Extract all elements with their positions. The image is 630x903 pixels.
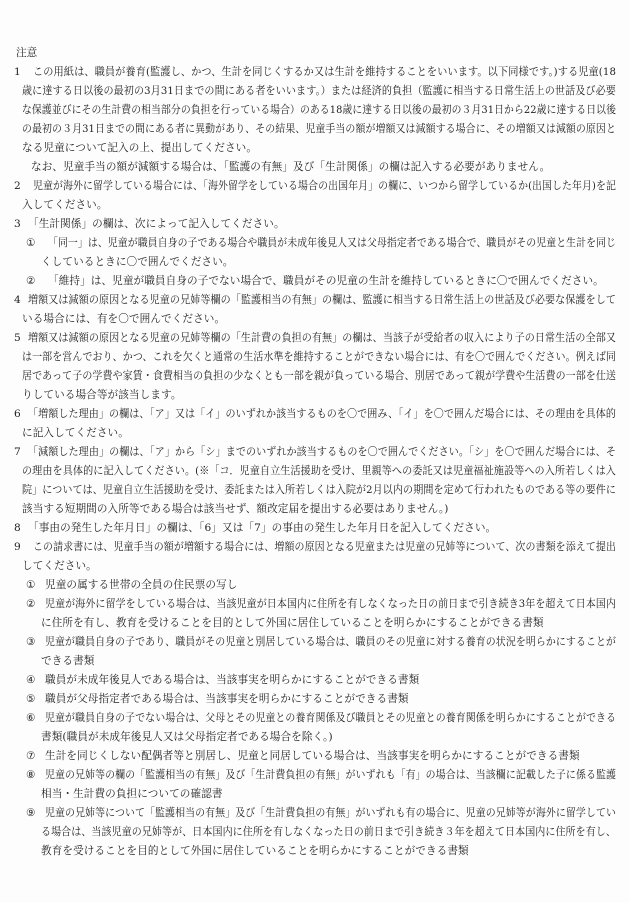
sub-item-number: ①: [26, 579, 36, 591]
sub-item-text-line: 書類(職員が未成年後見人又は父母指定者である場合を除く。): [41, 731, 333, 743]
item-text-line: な保護並びにその生計費の相当部分の負担を行っている場合）のある18歳に達する日以後の最初の３月31日から22歳に達する日以後: [22, 104, 617, 116]
item-text-line: してください。: [22, 560, 97, 572]
sub-item-text-line: 職員が未成年後見人である場合は、当該事実を明らかにすることができる書類: [45, 674, 420, 686]
sub-item-number: ⑦: [26, 750, 36, 762]
item-number: 4: [14, 294, 21, 306]
item-number: 3: [14, 218, 21, 230]
sub-item-text-line: 「同一」は、児童が職員自身の子である場合や職員が未成年後見人又は父母指定者である場合で、職員がその児童と生計を同じ: [48, 237, 617, 249]
sub-item-number: ⑤: [26, 693, 36, 705]
sub-item-text-line: 児童が海外に留学をしている場合は、当該児童が日本国内に住所を有しなくなった日の前日まで引き続き3年を超えて日本国内: [45, 598, 616, 610]
item-text-line: いる場合には、有を〇で囲んでください。: [22, 313, 226, 325]
sub-item-text-line: 相当・生計費の負担についての確認書: [41, 788, 223, 800]
item-text-line: は一部を営んでおり、かつ、これを欠くと通常の生活水準を維持することができない場合には、有を〇で囲んでください。例えば同: [22, 351, 617, 363]
sub-item-text-line: る場合は、当該児童の兄姉等が、日本国内に住所を有しなくなった日の前日まで引き続き３年を超えて日本国内に住所を有し、: [41, 826, 616, 838]
item-text-line: りしている場合等が該当します。: [22, 389, 182, 401]
item-text-line: に記入してください。: [22, 427, 129, 439]
sub-item-text-line: 児童の兄姉等の欄の「監護相当の有無」及び「生計費負担の有無」がいずれも「有」の場合は、当該欄に記載した子に係る監護: [45, 769, 617, 781]
item-number: 7: [14, 446, 21, 458]
item-text-line: なお、児童手当の額が減額する場合は、「監護の有無」及び「生計関係」の欄は記入する必要がありません。: [31, 161, 551, 173]
item-text-line: の最初の３月31日までの間にある者に異動があり、その結果、児童手当の額が増額又は減額する場合に、その増額又は減額の原因と: [22, 123, 616, 135]
sub-item-text-line: に住所を有し、教育を受けることを目的として外国に居住していることを明らかにすることができる書類: [41, 617, 544, 629]
item-number: 5: [14, 332, 21, 344]
item-number: 6: [14, 408, 21, 420]
sub-item-number: ③: [26, 636, 36, 648]
sub-item-text-line: 児童の属する世帯の全員の住民票の写し: [45, 579, 238, 591]
item-text-line: 「増額した理由」の欄は、「ア」又は「イ」のいずれか該当するものを〇で囲み、「イ」を〇で囲んだ場合には、その理由を具体的: [28, 408, 616, 420]
sub-item-text-line: 生計を同じくしない配偶者等と別居し、児童と同居している場合は、当該事実を明らかにすることができる書類: [45, 750, 580, 762]
item-text-line: この用紙は、職員が養育(監護し、かつ、生計を同じくするか又は生計を維持することをいいます。以下同様です。)する児童(18: [33, 66, 617, 78]
item-text-line: 居であって子の学費や家賃・食費相当の負担の少なくとも一部を親が負っている場合、別居であって親が学費や生活費の一部を仕送: [22, 370, 617, 382]
sub-item-number: ②: [26, 275, 36, 287]
item-number: 2: [14, 180, 21, 192]
item-text-line: 児童が海外に留学している場合には、「海外留学をしている場合の出国年月」の欄に、いつから留学しているか(出国した年月)を記: [33, 180, 617, 192]
item-text-line: 「事由の発生した年月日」の欄は、「6」又は「7」の事由の発生した年月日を記入してください。: [28, 522, 497, 534]
sub-item-text-line: 児童が職員自身の子であり、職員がその児童と別居している場合は、職員のその児童に対する養育の状況を明らかにすることが: [45, 636, 617, 648]
item-text-line: 歳に達する日以後の最初の3月31日までの間にある者をいいます。）または経済的負担（監護に相当する日常生活上の世話及び必要: [22, 85, 616, 97]
item-number: 1: [14, 66, 21, 78]
sub-item-text-line: 教育を受けることを目的として外国に居住していることを明らかにすることができる書類: [41, 845, 469, 857]
item-text-line: 増額又は減額の原因となる児童の兄姉等欄の「生計費の負担の有無」の欄は、当該子が受給者の収入により子の日常生活の全部又: [28, 332, 616, 344]
item-text-line: 院」については、児童自立生活援助を受け、委託または入所若しくは入院が2月以内の期間を定めて行われたものである等の要件に: [22, 484, 616, 496]
sub-item-text-line: 職員が父母指定者である場合は、当該事実を明らかにすることができる書類: [45, 693, 409, 705]
sub-item-text-line: できる書類: [41, 655, 95, 667]
sub-item-number: ②: [26, 598, 36, 610]
sub-item-text-line: くしているときに〇で囲んでください。: [41, 256, 234, 268]
sub-item-text-line: 「維持」は、児童が職員自身の子でない場合で、職員がその児童の生計を維持しているときに〇で囲んでください。: [48, 275, 604, 287]
item-text-line: 入してください。: [22, 199, 108, 211]
item-text-line: の理由を具体的に記入してください。(※「コ．児童自立生活援助を受け、里親等への委託又は児童福祉施設等への入所若しくは入: [22, 465, 617, 477]
item-text-line: 「生計関係」の欄は、次によって記入してください。: [28, 218, 285, 230]
item-text-line: 「減額した理由」の欄は、「ア」から「シ」までのいずれか該当するものを〇で囲んでください。「シ」を〇で囲んだ場合には、そ: [28, 446, 617, 458]
item-text-line: 増額又は減額の原因となる児童の兄姉等欄の「監護相当の有無」の欄は、監護に相当する日常生活上の世話及び必要な保護をして: [28, 294, 616, 306]
notes-heading: 注意: [16, 47, 38, 59]
sub-item-text-line: 児童の兄姉等について「監護相当の有無」及び「生計費負担の有無」がいずれも有の場合に、児童の兄姉等が海外に留学してい: [45, 807, 617, 819]
item-number: 9: [14, 541, 21, 553]
sub-item-number: ④: [26, 674, 36, 686]
sub-item-number: ⑨: [26, 807, 36, 819]
sub-item-number: ⑧: [26, 769, 36, 781]
item-number: 8: [14, 522, 21, 534]
sub-item-number: ①: [26, 237, 36, 249]
item-text-line: この請求書には、児童手当の額が増額する場合には、増額の原因となる児童または児童の兄姉等について、次の書類を添えて提出: [33, 541, 616, 553]
item-text-line: 該当する短期間の入所等である場合は該当せず、額改定届を提出する必要はありません。): [22, 503, 449, 515]
item-text-line: なる児童について記入の上、提出してください。: [22, 142, 258, 154]
sub-item-text-line: 児童が職員自身の子でない場合は、父母とその児童との養育関係及び職員とその児童との養育関係を明らかにすることができる: [45, 712, 617, 724]
sub-item-number: ⑥: [26, 712, 36, 724]
